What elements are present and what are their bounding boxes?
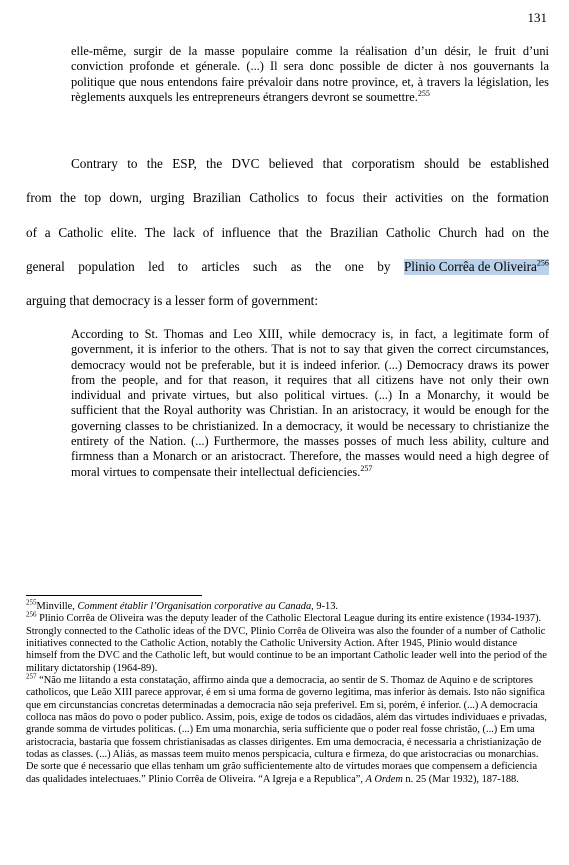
footnote-number: 255 xyxy=(26,598,37,607)
word: on xyxy=(450,190,465,205)
paragraph-line-1 xyxy=(71,156,549,172)
footnote-255 xyxy=(26,598,549,613)
word: down, xyxy=(109,190,142,205)
footnote-text: Plinio Corrêa de Oliveira was the deputy leader of the Catholic Electoral League during its entire existence (1934-1937). Strongly connected to the Catholic ideas of the DVC, Plinio Corrêa de Oliveira was also the founder of a number of Catholic initiatives connected to the Catholic Action, notably the Catholic University Action. After 1945, Plinio would distance himself from the DVC and the Catholic left, but would continue to be an important Catholic leader well into the period of the military dictatorship (1964-89). xyxy=(26,613,547,674)
word: general xyxy=(26,259,65,274)
word: lack xyxy=(172,225,195,240)
footnote-number: 256 xyxy=(26,610,37,619)
word: established xyxy=(490,156,549,171)
quote-text: According to St. Thomas and Leo XIII, while democracy is, in fact, a legitimate form of government, it is inferior to the others. That is not to say that given the correct circumstances, democracy would not be preferable, but it is indeed inferior. (...) Democracy draws its power from the people, and for that reason, it requires that all citizens have not only their own individual and private virtues, but also political virtues. (...) In a Monarchy, it would be sufficient that the Royal authority was Christian. In an aristocracy, it would be enough for the governing classes to be christianized. In a democracy, it would be necessary to christianize the entirety of the Nation. (...) Furthermore, the masses posses of much less ability, culture and firmness than a Monarch or an aristocract. Therefore, the masses would need a high degree of moral virtues to compensate their intellectual deficiencies. xyxy=(71,327,549,479)
word: be xyxy=(468,156,482,171)
quote-text: elle-même, surgir de la masse populaire comme la réalisation d’un désir, le fruit d’uni conviction profonde et génerale. (...) Il sera donc possible de dicter à nos gouvernants la politique que nous entendons faire prévaloir dans notre province, et, à travers la législation, les règlements auxquels les entrepreneurs étrangers devront se soumettre. xyxy=(71,44,549,104)
footnotes xyxy=(26,598,549,786)
word: their xyxy=(362,190,387,205)
word: the xyxy=(206,156,223,171)
footnote-ref: 257 xyxy=(360,463,373,473)
word: on xyxy=(511,225,526,240)
word: the xyxy=(315,259,332,274)
word: to xyxy=(177,259,189,274)
word: should xyxy=(424,156,460,171)
word: urging xyxy=(150,190,185,205)
word: one xyxy=(344,259,364,274)
word: that xyxy=(322,156,343,171)
paragraph-line-2 xyxy=(26,190,549,206)
word: top xyxy=(84,190,102,205)
word: articles xyxy=(201,259,240,274)
word: corporatism xyxy=(351,156,415,171)
word: to xyxy=(307,190,318,205)
word: formation xyxy=(496,190,549,205)
word: DVC xyxy=(231,156,260,171)
footnote-separator xyxy=(26,595,202,596)
footnote-pages: , 9-13. xyxy=(311,601,339,612)
word: by xyxy=(377,259,391,274)
word: The xyxy=(144,225,166,240)
footnote-ref: 255 xyxy=(417,88,430,98)
word: to xyxy=(127,156,138,171)
footnote-256 xyxy=(26,610,549,675)
paragraph-line-3 xyxy=(26,225,549,241)
word: the xyxy=(532,225,549,240)
word: of xyxy=(202,225,214,240)
word: led xyxy=(148,259,165,274)
word: Catholics xyxy=(249,190,300,205)
word: activities xyxy=(395,190,443,205)
word: a xyxy=(44,225,51,240)
word: from xyxy=(26,190,52,205)
word: as xyxy=(290,259,302,274)
footnote-257 xyxy=(26,672,549,786)
paragraph-line-5: arguing that democracy is a lesser form of government: xyxy=(26,293,318,308)
word: elite. xyxy=(110,225,137,240)
word: the xyxy=(305,225,323,240)
footnote-number: 257 xyxy=(26,672,37,681)
word: such xyxy=(253,259,278,274)
block-quote-french xyxy=(71,44,549,105)
word: population xyxy=(78,259,135,274)
word: Contrary xyxy=(71,156,118,171)
word: the xyxy=(472,190,489,205)
highlighted-name-text[interactable]: Plinio Corrêa de Oliveira xyxy=(403,259,537,274)
word: influence xyxy=(221,225,271,240)
word: Brazilian xyxy=(329,225,379,240)
word: believed xyxy=(268,156,314,171)
word: that xyxy=(278,225,299,240)
paragraph-line-4 xyxy=(26,259,549,275)
word: Catholic xyxy=(385,225,431,240)
word: the xyxy=(59,190,77,205)
word: Church xyxy=(438,225,478,240)
word: Brazilian xyxy=(192,190,242,205)
block-quote-english xyxy=(71,327,549,480)
footnote-ref: 256 xyxy=(536,258,549,268)
word: had xyxy=(485,225,505,240)
footnote-journal: A Ordem xyxy=(365,773,403,785)
footnote-title: Comment établir l’Organisation corporative au Canada xyxy=(77,601,312,612)
page-number: 131 xyxy=(527,10,547,25)
footnote-citation: n. 25 (Mar 1932), 187-188. xyxy=(402,773,519,785)
footnote-text: Minville, xyxy=(36,601,78,612)
word: of xyxy=(26,225,37,240)
word: ESP, xyxy=(172,156,197,171)
word: Catholic xyxy=(58,225,104,240)
highlighted-name[interactable] xyxy=(404,259,549,275)
footnote-text: “Não me liitando a esta constatação, affirmo ainda que a democracia, ao sentir de S. Thomaz de Aquino e de scriptores catholicos, que Leão XIII parece approvar, é em si uma forma de governo legitima, mas inferior às demais. Isto não significa que em circunstancias concretas determinadas a democracia não seja preferivel. Em si, porém, é inferior. (...) A democracia colloca nas mãos do povo o poder publico. Assim, pois, exige de todos os cidadãos, além das virtudes individuaes e privadas, grande somma de virtudes politicas. (...) Em uma monarchia, seria sufficiente que o poder real fosse christão, (...) Em uma aristocracia, bastaria que fossem christianisadas as classes dirigentes. Em uma democracia, é necessaria a christianização de todas as classes. (...) Aliás, as massas teem muito menos perspicacia, cultura e firmeza, do que aristocracias ou monarchias. De sorte que é necessario que ellas tenham um grão sufficientemente alto de virtudes moraes que compensem a deficiencia das qualidades intelectuaes.” Plinio Corrêa de Oliveira. “A Igreja e a Republica”, xyxy=(26,675,547,785)
word: the xyxy=(146,156,163,171)
word: focus xyxy=(325,190,355,205)
